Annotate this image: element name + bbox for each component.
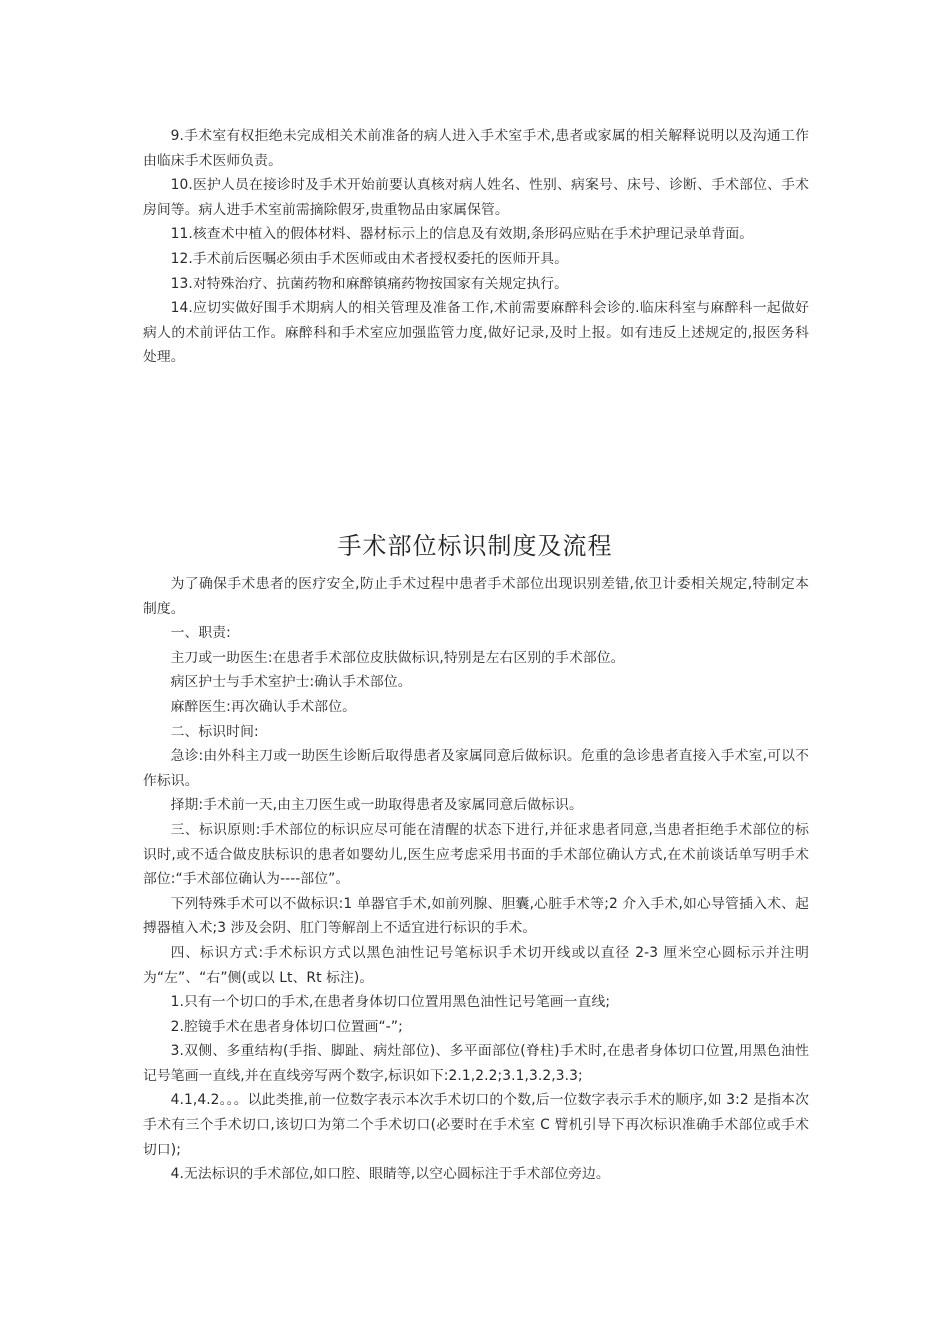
paragraph: 下列特殊手术可以不做标识:1 单器官手术,如前列腺、胆囊,心脏手术等;2 介入手术,如心导管插入术、起搏器植入术;3 涉及会阴、肛门等解剖上不适宜进行标识的手术。 (143, 895, 809, 937)
paragraph: 4.无法标识的手术部位,如口腔、眼睛等,以空心圆标注于手术部位旁边。 (170, 1166, 610, 1183)
paragraph: 为了确保手术患者的医疗安全,防止手术过程中患者手术部位出现识别差错,依卫计委相关规定,特制定本制度。 (143, 576, 809, 617)
bottom-section (143, 572, 809, 1187)
paragraph: 10.医护人员在接诊时及手术开始前要认真核对病人姓名、性别、病案号、床号、诊断、手术部位、手术房间等。病人进手术室前需摘除假牙,贵重物品由家属保管。 (143, 177, 809, 218)
top-section (143, 124, 809, 370)
paragraph: 9.手术室有权拒绝未完成相关术前准备的病人进入手术室手术,患者或家属的相关解释说明以及沟通工作由临床手术医师负责。 (143, 128, 809, 169)
paragraph: 3.双侧、多重结构(手指、脚趾、病灶部位)、多平面部位(脊柱)手术时,在患者身体切口位置,用黑色油性记号笔画一直线,并在直线旁写两个数字,标识如下:2.1,2.2;3.1,3.2,3.3; (143, 1043, 809, 1084)
paragraph: 择期:手术前一天,由主刀医生或一助取得患者及家属同意后做标识。 (170, 797, 583, 814)
paragraph: 二、标识时间: (170, 723, 259, 740)
paragraph: 主刀或一助医生:在患者手术部位皮肤做标识,特别是左右区别的手术部位。 (170, 649, 625, 666)
paragraph: 12.手术前后医嘱必须由手术医师或由术者授权委托的医师开具。 (170, 250, 569, 267)
paragraph: 2.腔镜手术在患者身体切口位置画“-”; (170, 1018, 403, 1035)
paragraph: 一、职责: (170, 625, 231, 642)
paragraph: 1.只有一个切口的手术,在患者身体切口位置用黑色油性记号笔画一直线; (170, 994, 611, 1011)
paragraph: 13.对特殊治疗、抗菌药物和麻醉镇痛药物按国家有关规定执行。 (170, 275, 569, 292)
document-title: 手术部位标识制度及流程 (337, 532, 613, 560)
paragraph: 14.应切实做好围手术期病人的相关管理及准备工作,术前需要麻醉科会诊的.临床科室与麻醉科一起做好病人的术前评估工作。麻醉科和手术室应加强监管力度,做好记录,及时上报。如有违反上述规定的,报医务科处理。 (143, 300, 809, 366)
paragraph: 4.1,4.2。。。以此类推,前一位数字表示本次手术切口的个数,后一位数字表示手术的顺序,如 3:2 是指本次手术有三个手术切口,该切口为第二个手术切口(必要时在手术室 C 臂机引导下再次标识准确手术部位或手术切口); (143, 1092, 809, 1158)
paragraph: 三、标识原则:手术部位的标识应尽可能在清醒的状态下进行,并征求患者同意,当患者拒绝手术部位的标识时,或不适合做皮肤标识的患者如婴幼儿,医生应考虑采用书面的手术部位确认方式,在术前谈话单写明手术部位:“手术部位确认为----部位”。 (143, 821, 809, 888)
paragraph: 病区护士与手术室护士:确认手术部位。 (170, 674, 412, 691)
paragraph: 麻醉医生:再次确认手术部位。 (170, 698, 357, 715)
paragraph: 11.核查术中植入的假体材料、器材标示上的信息及有效期,条形码应贴在手术护理记录单背面。 (170, 226, 754, 243)
paragraph: 急诊:由外科主刀或一助医生诊断后取得患者及家属同意后做标识。危重的急诊患者直接入手术室,可以不作标识。 (143, 748, 809, 789)
paragraph: 四、标识方式:手术标识方式以黑色油性记号笔标识手术切开线或以直径 2-3 厘米空心圆标示并注明为“左”、“右”侧(或以 Lt、Rt 标注)。 (143, 944, 809, 986)
